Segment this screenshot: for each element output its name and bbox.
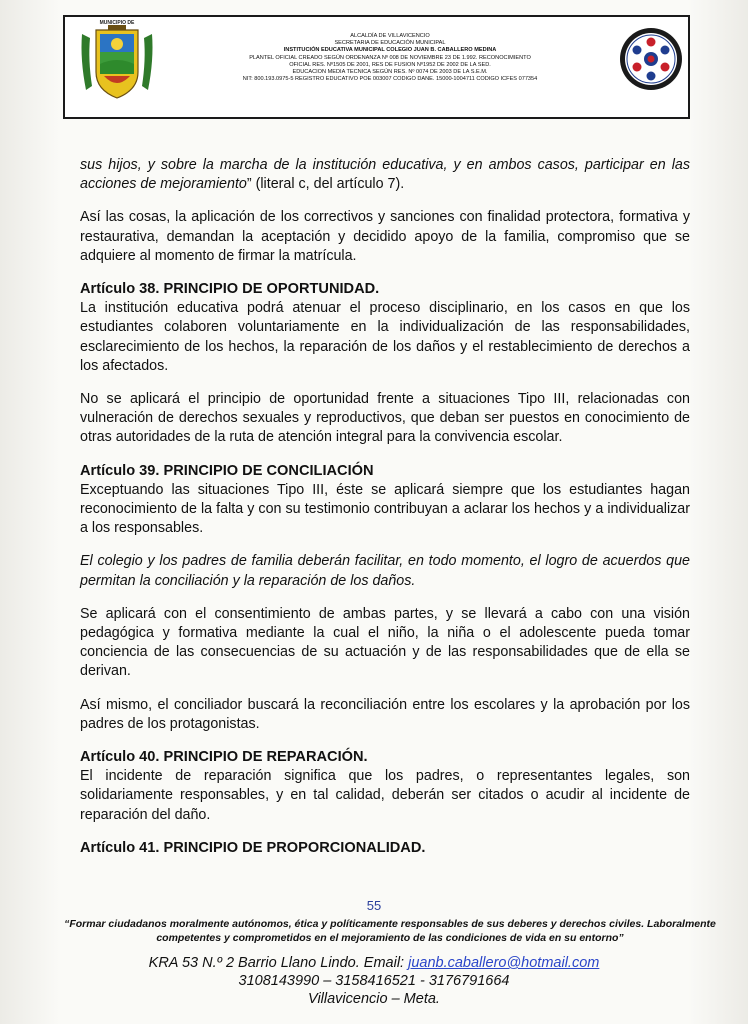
header-line-technical: EDUCACION MEDIA TECNICA SEGÚN RES. Nº 0074 DE 2003 DE LA S.E.M. bbox=[292, 69, 488, 76]
article-40-heading: Artículo 40. PRINCIPIO DE REPARACIÓN. bbox=[80, 749, 368, 766]
article-39-paragraph-4: Así mismo, el conciliador buscará la reconciliación entre los escolares y la aprobación por los padres de los protagonistas. bbox=[80, 696, 690, 732]
paragraph-family-support: Así las cosas, la aplicación de los correctivos y sanciones con finalidad protectora, formativa y restaurativa, demandan la aceptación y decidido apoyo de la familia, compromiso que se adquiere al momento de firmar la matrícula. bbox=[80, 209, 690, 264]
municipal-crest-logo bbox=[78, 20, 156, 104]
article-39-paragraph-2: El colegio y los padres de familia deberán facilitar, en todo momento, el logro de acuerdos que permitan la conciliación y la reparación de los daños. bbox=[80, 553, 690, 589]
paragraph-continuation bbox=[80, 156, 690, 194]
article-39-heading: Artículo 39. PRINCIPIO DE CONCILIACIÓN bbox=[80, 462, 374, 479]
letterhead-text bbox=[170, 33, 610, 83]
paragraph-continuation-italic: sus hijos, y sobre la marcha de la institución educativa, y en ambos casos, participar en las acciones de mejoramiento bbox=[80, 157, 690, 193]
phone-numbers: 3108143990 – 3158416521 - 3176791664 bbox=[238, 973, 510, 989]
article-38-heading: Artículo 38. PRINCIPIO DE OPORTUNIDAD. bbox=[80, 281, 380, 298]
header-line-institution: INSTITUCIÓN EDUCATIVA MUNICIPAL COLEGIO JUAN B. CABALLERO MEDINA bbox=[283, 47, 497, 54]
article-38-paragraph-1: La institución educativa podrá atenuar el proceso disciplinario, en los casos en que los estudiantes colaboren voluntariamente en la individualización de las responsabilidades, esclarecimiento de los hechos, la reparación de los daños y el restablecimiento de derechos a los afectados. bbox=[80, 300, 690, 374]
article-41-heading: Artículo 41. PRINCIPIO DE PROPORCIONALIDAD. bbox=[80, 839, 426, 856]
article-39-paragraph-1: Exceptuando las situaciones Tipo III, éste se aplicará siempre que los estudiantes hagan reconocimiento de la falta y con su testimonio contribuyan a aclarar los hechos y a individualizar a los responsables. bbox=[80, 481, 690, 537]
page-number: 55 bbox=[366, 898, 382, 913]
article-40-section bbox=[80, 748, 690, 825]
seal-emblem-icon bbox=[618, 26, 684, 92]
email-link[interactable]: juanb.caballero@hotmail.com bbox=[408, 955, 600, 971]
article-39-paragraph-3: Se aplicará con el consentimiento de ambas partes, y se llevará a cabo con una visión pedagógica y formativa mediante la cual el niño, la niña o el adolescente pueda tomar conciencia de las consecuencias de su actuación y de las responsabilidades que de ella se derivan. bbox=[80, 605, 690, 680]
header-line-resolution: OFICIAL RES. Nº1505 DE 2001, RES DE FUSION Nº1952 DE 2002 DE LA SED. bbox=[289, 61, 491, 68]
article-40-paragraph-1: El incidente de reparación significa que los padres, o representantes legales, son solidariamente responsables, y en tal calidad, deberán ser citados o acudir al incidente de reparación del daño. bbox=[80, 768, 690, 823]
city-line: Villavicencio – Meta. bbox=[308, 991, 440, 1007]
header-line-alcaldia: ALCALDÍA DE VILLAVICENCIO bbox=[350, 33, 430, 39]
article-39-section bbox=[80, 462, 690, 539]
crest-emblem-icon bbox=[78, 20, 156, 104]
article-38-paragraph-2: No se aplicará el principio de oportunidad frente a situaciones Tipo III, relacionadas con vulneración de derechos sexuales y reproductivos, que deban ser puestos en conocimiento de otras autoridades de la ruta de atención integral para la convivencia escolar. bbox=[80, 391, 690, 446]
header-line-secretaria: SECRETARIA DE EDUCACIÓN MUNICIPAL bbox=[334, 40, 446, 47]
article-38-section bbox=[80, 280, 690, 376]
contact-block bbox=[0, 954, 748, 1008]
institution-seal-logo bbox=[618, 26, 684, 92]
document-body bbox=[80, 156, 690, 858]
address-line bbox=[0, 954, 748, 972]
header-line-creation: PLANTEL OFICIAL CREADO SEGÚN ORDENANZA Nº 008 DE NOVIEMBRE 23 DE 1.992. RECONOCIMIENTO bbox=[249, 54, 531, 61]
paragraph-continuation-citation: ” (literal c, del artículo 7). bbox=[246, 176, 405, 193]
header-line-nit: NIT: 800.193.0975-5 REGISTRO EDUCATIVO POE 003007 CODIGO DANE. 15000-1004711 CODIGO ICFES 077354 bbox=[242, 76, 538, 83]
crest-label: MUNICIPIO DE bbox=[99, 20, 135, 26]
institution-motto: “Formar ciudadanos moralmente autónomos, ética y políticamente responsables de sus deberes y derechos civiles. Laboralmente competentes y comprometidos en el mejoramiento de las condiciones de vida en su entorno” bbox=[64, 918, 716, 944]
address-text: KRA 53 N.º 2 Barrio Llano Lindo. Email: bbox=[148, 955, 409, 971]
